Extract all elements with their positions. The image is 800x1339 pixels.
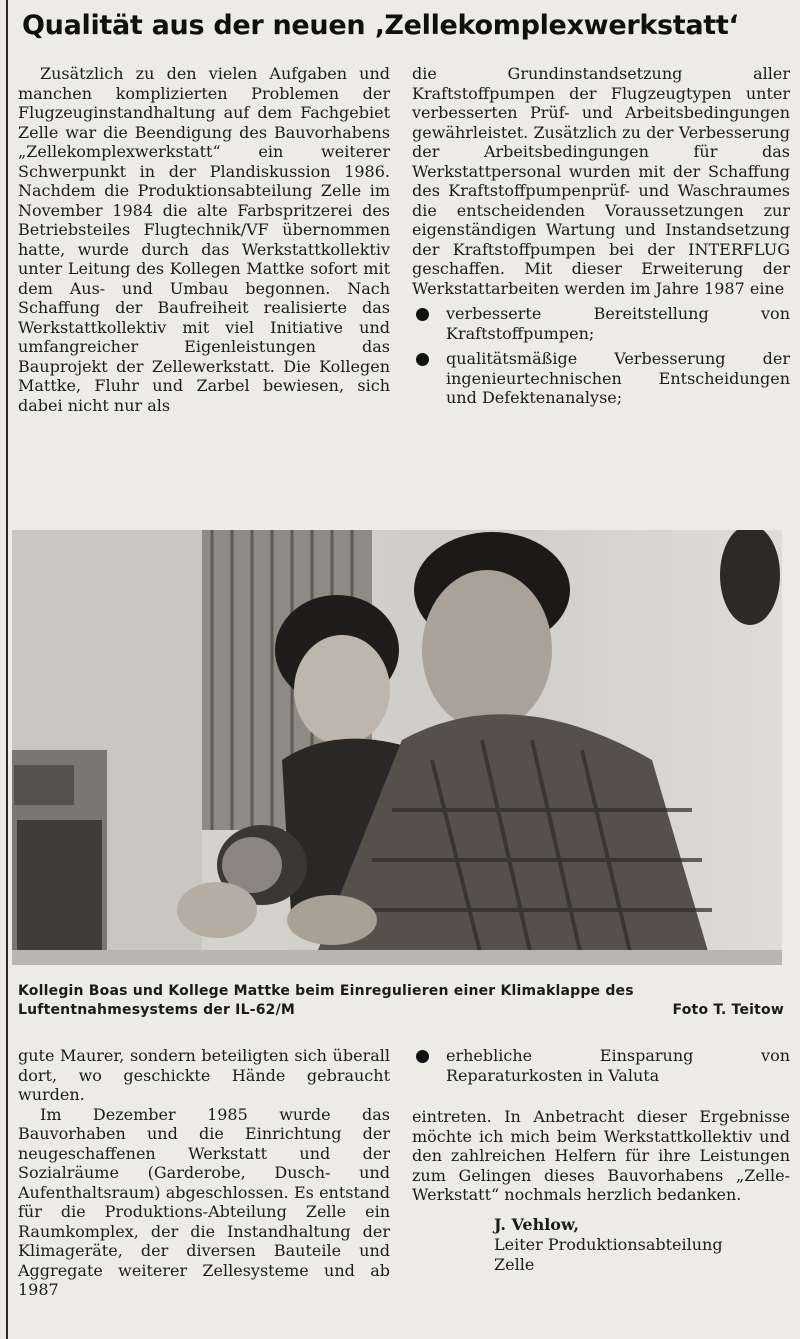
bullet-dot-icon — [416, 353, 429, 366]
bullet-text: erhebliche Einsparung von Reparaturkosten in Valuta — [446, 1046, 790, 1085]
photo-caption — [18, 982, 784, 1020]
workshop-photo-image — [12, 530, 782, 965]
caption-text: Kollegin Boas und Kollege Mattke beim Einregulieren einer Klimaklappe des Luftentnahmesystems der IL-62/M — [18, 983, 634, 1018]
bullet-item — [412, 304, 790, 343]
article-column-4 — [412, 1046, 790, 1275]
signature-title: Leiter Produktionsabteilung — [494, 1234, 723, 1254]
paragraph-thanks: eintreten. In Anbetracht dieser Ergebnisse möchte ich mich beim Werkstattkollektiv und den zahlreichen Helfern für ihre Leistungen zum Gelingen dieses Bauvorhabens „Zelle-Werkstatt“ nochmals herzlich bedanken. — [412, 1107, 790, 1204]
bullet-item — [412, 349, 790, 408]
bullet-text: verbesserte Bereitstellung von Kraftstoffpumpen; — [446, 304, 790, 343]
paragraph-maurer: gute Maurer, sondern beteiligten sich überall dort, wo geschickte Hände gebraucht wurden. — [18, 1046, 390, 1104]
article-column-3 — [18, 1046, 390, 1300]
signature-department: Zelle — [494, 1254, 535, 1274]
bullet-text: qualitätsmäßige Verbesserung der ingenieurtechnischen Entscheidungen und Defektenanalyse; — [446, 349, 790, 407]
article-column-1 — [18, 64, 390, 415]
paragraph-pumps: die Grundinstandsetzung aller Kraftstoffpumpen der Flugzeugtypen unter verbesserten Prüf- und Arbeitsbedingungen gewährleistet. Zusätzlich zu der Verbesserung der Arbeitsbedingungen für das Werkstattpersonal wurden mit der Schaffung des Kraftstoffpumpenprüf- und Waschraumes die entscheidenden Voraussetzungen zur eigenständigen Wartung und Instandsetzung der Kraftstoffpumpen bei der INTERFLUG geschaffen. Mit dieser Erweiterung der Werkstattarbeiten werden im Jahre 1987 eine — [412, 64, 790, 298]
article-photo — [12, 530, 782, 965]
paragraph-intro: Zusätzlich zu den vielen Aufgaben und manchen komplizierten Problemen der Flugzeuginstandhaltung auf dem Fachgebiet Zelle war die Beendigung des Bauvorhabens „Zellekomplexwerkstatt“ ein weiterer Schwerpunkt in der Plandiskussion 1986. Nachdem die Produktionsabteilung Zelle im November 1984 die alte Farbspritzerei des Betriebsteiles Flugtechnik/VF übernommen hatte, wurde durch das Werkstattkollektiv unter Leitung des Kollegen Mattke sofort mit dem Aus- und Umbau begonnen. Nach Schaffung der Baufreiheit realisierte das Werkstattkollektiv mit viel Initiative und umfangreicher Eigenleistungen das Bauprojekt der Zellewerkstatt. Die Kollegen Mattke, Fluhr und Zarbel bewiesen, sich dabei nicht nur als — [18, 64, 390, 415]
bullet-dot-icon — [416, 1050, 429, 1063]
signature-block — [412, 1215, 790, 1275]
left-column-rule — [6, 0, 8, 1339]
bullet-item — [412, 1046, 790, 1085]
photo-credit: Foto T. Teitow — [672, 1002, 784, 1018]
bullet-dot-icon — [416, 308, 429, 321]
signature-name: J. Vehlow, — [494, 1214, 580, 1234]
article-column-2 — [412, 64, 790, 408]
paragraph-december: Im Dezember 1985 wurde das Bauvorhaben und die Einrichtung der neugeschaffenen Werkstatt und der Sozialräume (Garderobe, Dusch- und Aufenthaltsraum) abgeschlossen. Es entstand für die Produktions-Abteilung Zelle ein Raumkomplex, der die Instandhaltung der Klimageräte, der diversen Bauteile und Aggregate weiterer Zellesysteme und ab 1987 — [18, 1104, 390, 1299]
article-headline: Qualität aus der neuen ‚Zellekomplexwerkstatt‘ — [22, 10, 739, 41]
